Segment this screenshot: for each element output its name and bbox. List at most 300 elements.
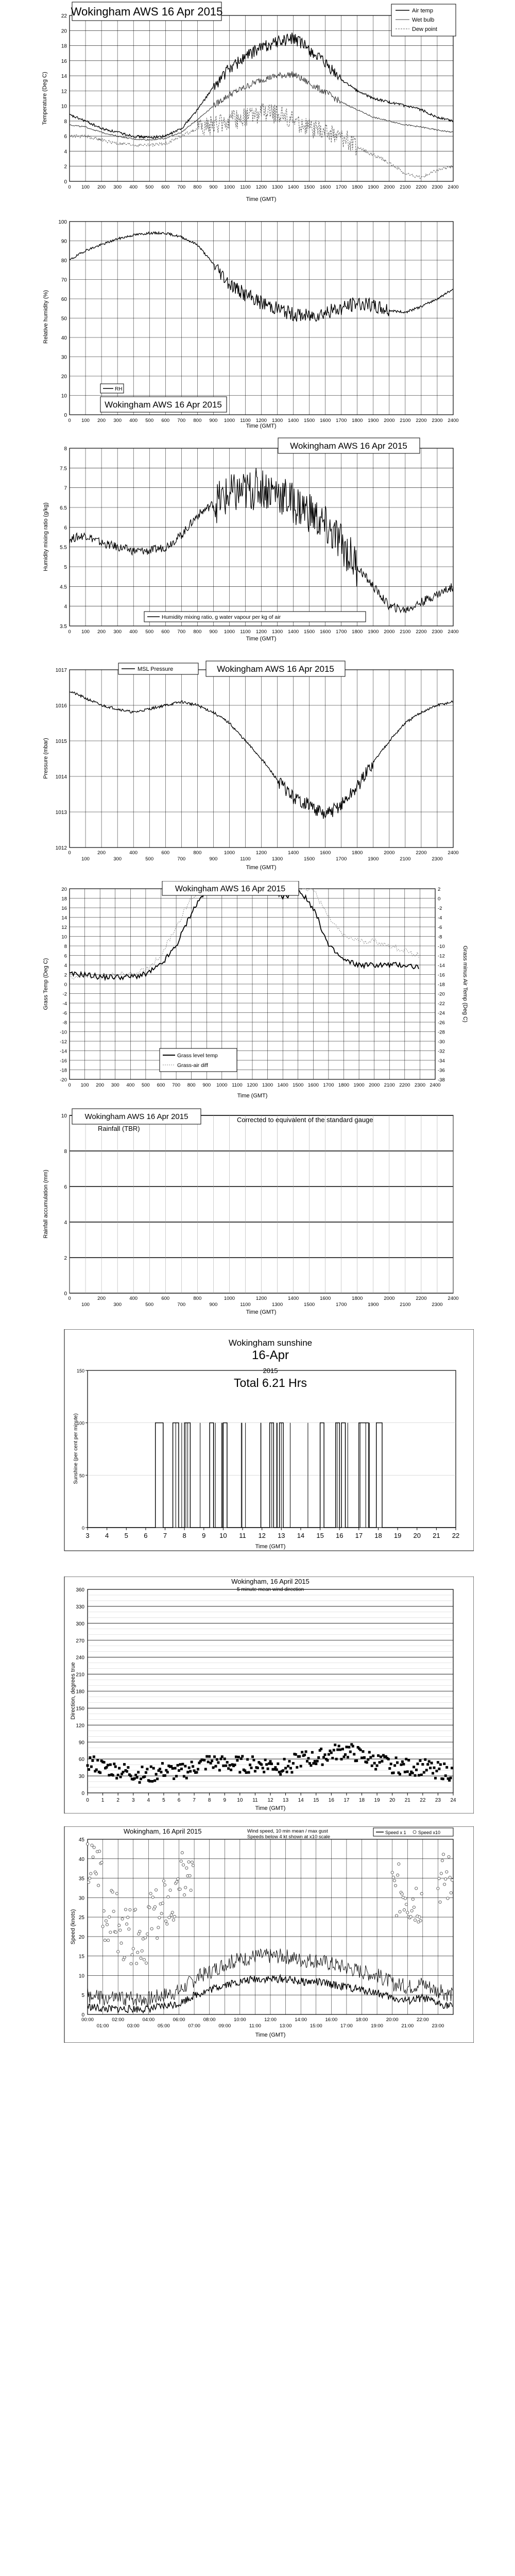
x10-point	[399, 1910, 401, 1913]
y-tick-label: 40	[61, 335, 67, 341]
direction-point	[317, 1756, 320, 1759]
chart-grass-temperature	[41, 881, 474, 1103]
x10-point	[131, 1954, 133, 1956]
y-tick-label: 14	[61, 915, 67, 921]
x-tick-label: 1300	[271, 418, 283, 423]
legend-label: Dew point	[412, 26, 437, 32]
x-tick-label: 1600	[320, 418, 331, 423]
x-axis-label: Time (GMT)	[246, 423, 277, 429]
direction-point	[89, 1756, 91, 1759]
x-tick-label: 2200	[416, 418, 427, 423]
x-tick-label: 100	[80, 1082, 89, 1088]
x-tick-label: 06:00	[173, 2017, 185, 2023]
x10-point	[179, 1888, 181, 1890]
direction-point	[251, 1755, 254, 1758]
direction-point	[207, 1760, 210, 1763]
x-tick-label: 400	[129, 418, 138, 423]
x-tick-label: 21	[404, 1798, 410, 1803]
direction-point	[279, 1773, 282, 1775]
mixing-svg	[41, 435, 474, 644]
x10-point	[181, 1852, 183, 1854]
x-tick-label: 1400	[288, 1296, 299, 1301]
y-tick-label: 14	[61, 74, 67, 80]
x-tick-label: 300	[113, 629, 122, 635]
y-tick-labels	[56, 668, 67, 851]
chart-subtitle: Wind speed, 10 min mean / max gust	[247, 1828, 328, 1834]
y-tick-label: 90	[78, 1740, 84, 1746]
y-tick-label: 30	[78, 1895, 84, 1902]
x10-point	[419, 1919, 422, 1922]
chart-title: Wokingham AWS 16 Apr 2015	[105, 400, 222, 410]
x-tick-label: 17	[344, 1798, 350, 1803]
x10-point	[116, 1892, 118, 1895]
x-tick-label: 23	[435, 1798, 441, 1803]
x-tick-label: 600	[161, 184, 170, 190]
chart-title: Wokingham sunshine	[228, 1338, 313, 1348]
x-tick-label: 1900	[368, 856, 379, 862]
direction-point	[439, 1763, 442, 1766]
direction-point	[219, 1758, 222, 1760]
x-tick-label: 2000	[384, 629, 395, 635]
direction-point	[303, 1754, 306, 1756]
x10-point	[155, 1889, 158, 1891]
x-tick-label: 1200	[255, 1296, 267, 1301]
x-tick-label: 1400	[288, 850, 299, 856]
pressure-svg	[41, 657, 474, 873]
y-tick-label: -18	[60, 1067, 67, 1074]
direction-point	[136, 1776, 139, 1778]
direction-point	[438, 1768, 440, 1770]
direction-point	[289, 1767, 292, 1770]
x10-point	[443, 1883, 446, 1886]
x-tick-label: 1800	[352, 1296, 363, 1301]
y-tick-label: 1017	[55, 668, 67, 673]
chart-title: Wokingham, 16 April 2015	[124, 1827, 202, 1835]
x-tick-label: 200	[96, 1082, 105, 1088]
x-tick-label: 16	[328, 1798, 334, 1803]
direction-point	[267, 1768, 269, 1770]
y-axis-label: Direction, degrees true	[70, 1662, 76, 1720]
direction-point	[240, 1757, 243, 1760]
chart-temperature	[41, 0, 474, 209]
x-tick-label: 2300	[432, 629, 443, 635]
x10-point	[95, 1872, 97, 1875]
x-tick-label: 17	[355, 1532, 363, 1539]
direction-point	[252, 1759, 255, 1761]
direction-point	[401, 1760, 404, 1763]
direction-point	[141, 1766, 144, 1768]
y2-tick-label: -26	[438, 1020, 445, 1026]
direction-point	[301, 1751, 303, 1753]
x10-point	[405, 1903, 408, 1906]
direction-point	[282, 1769, 284, 1772]
x-tick-label: 6	[177, 1798, 181, 1803]
direction-point	[150, 1766, 152, 1768]
direction-point	[406, 1770, 409, 1773]
direction-point	[321, 1764, 324, 1766]
x-tick-label: 11	[252, 1798, 258, 1803]
x10-point	[397, 1874, 399, 1876]
direction-point	[399, 1773, 401, 1775]
y-tick-label: 3.5	[60, 624, 67, 630]
x10-point	[410, 1909, 413, 1912]
x-tick-label: 700	[172, 1082, 181, 1088]
x10-point	[166, 1923, 168, 1925]
direction-point	[380, 1755, 382, 1758]
direction-point	[381, 1760, 383, 1762]
direction-point	[371, 1765, 373, 1767]
x10-point	[104, 1939, 106, 1942]
sunshine-svg	[41, 1329, 474, 1566]
y-tick-label: 6	[64, 1184, 67, 1190]
direction-point	[263, 1771, 265, 1773]
x-tick-label: 2400	[448, 184, 459, 190]
direction-point	[117, 1774, 119, 1776]
chart-mixing-ratio	[41, 435, 474, 644]
x-tick-label: 0	[68, 184, 71, 190]
x10-point	[167, 1895, 169, 1898]
direction-point	[283, 1758, 286, 1760]
x10-point	[92, 1856, 94, 1858]
x-tick-label: 700	[177, 856, 186, 862]
direction-point	[123, 1763, 126, 1766]
direction-point	[217, 1761, 219, 1764]
direction-point	[405, 1758, 407, 1760]
y-tick-label: 20	[61, 887, 67, 892]
direction-point	[113, 1762, 115, 1765]
x10-point	[97, 1884, 100, 1887]
legend-swatch	[413, 1831, 416, 1834]
y-tick-label: 15	[78, 1954, 84, 1960]
y-tick-label: 10	[61, 393, 67, 399]
direction-point	[307, 1757, 310, 1759]
x-tick-label: 1700	[336, 856, 347, 862]
direction-point	[288, 1760, 290, 1762]
direction-point	[390, 1762, 392, 1765]
y-tick-labels	[61, 1113, 67, 1297]
x-axis-label: Time (GMT)	[255, 1805, 286, 1811]
y-tick-label: 0	[64, 413, 67, 418]
y-tick-label: 50	[79, 1473, 84, 1479]
direction-point	[265, 1763, 268, 1766]
direction-point	[91, 1759, 94, 1762]
x-tick-label: 1500	[304, 184, 315, 190]
x-tick-label: 21	[433, 1532, 440, 1539]
direction-point	[189, 1770, 192, 1773]
chart-relative-humidity	[41, 214, 474, 430]
direction-point	[428, 1760, 431, 1762]
direction-point	[369, 1756, 372, 1758]
x-tick-label: 1300	[271, 184, 283, 190]
x-tick-label: 500	[145, 418, 154, 423]
y-tick-label: -10	[60, 1029, 67, 1036]
x-tick-label: 21:00	[401, 2023, 414, 2029]
x10-point	[118, 1924, 121, 1927]
x-tick-label: 12	[258, 1532, 266, 1539]
x10-point	[121, 1918, 124, 1920]
y-tick-label: 150	[76, 1706, 84, 1712]
rh-svg	[41, 214, 474, 430]
y-tick-label: -2	[62, 991, 67, 997]
x-tick-label: 900	[209, 629, 218, 635]
x10-point	[102, 1910, 105, 1912]
direction-point	[96, 1759, 99, 1761]
x10-point	[129, 1908, 131, 1911]
direction-point	[274, 1766, 277, 1769]
direction-point	[331, 1757, 334, 1759]
direction-point	[238, 1771, 241, 1773]
x10-point	[140, 1957, 142, 1959]
x10-point	[100, 1861, 103, 1864]
x10-point	[128, 1928, 130, 1930]
y2-tick-label: -36	[438, 1067, 445, 1074]
x-tick-label: 100	[81, 629, 90, 635]
direction-point	[448, 1779, 451, 1782]
x-tick-label: 1300	[271, 629, 283, 635]
direction-point	[355, 1759, 358, 1762]
x10-point	[149, 1892, 152, 1895]
x-tick-label: 2100	[400, 1302, 411, 1308]
direction-point	[133, 1777, 136, 1780]
x-tick-label: 2200	[416, 850, 427, 856]
direction-point	[87, 1764, 89, 1767]
legend-label: MSL Pressure	[138, 666, 174, 672]
y-tick-label: 80	[61, 258, 67, 264]
x-tick-label: 1100	[240, 418, 251, 423]
direction-point	[112, 1774, 114, 1776]
x10-point	[90, 1872, 92, 1875]
direction-point	[221, 1755, 224, 1758]
y-tick-label: 90	[61, 239, 67, 245]
y2-tick-label: -18	[438, 982, 445, 988]
x10-point	[136, 1951, 139, 1954]
x-tick-label: 800	[193, 1296, 202, 1301]
x-tick-label: 15:00	[310, 2023, 322, 2029]
y-tick-label: 30	[78, 1774, 84, 1780]
x-tick-label: 900	[209, 856, 218, 862]
x-tick-label: 1300	[271, 1302, 283, 1308]
x-tick-label: 16:00	[325, 2017, 338, 2023]
x10-point	[184, 1886, 187, 1889]
direction-point	[340, 1758, 343, 1760]
x-tick-label: 600	[161, 418, 170, 423]
direction-point	[107, 1764, 109, 1767]
x10-point	[127, 1916, 129, 1919]
x-tick-label: 1500	[304, 418, 315, 423]
x10-point	[162, 1879, 165, 1882]
x-tick-label: 1100	[240, 1302, 251, 1308]
x10-point	[393, 1879, 396, 1882]
direction-point	[108, 1774, 110, 1776]
x10-point	[438, 1877, 440, 1880]
y-tick-label: 0	[81, 2012, 84, 2018]
x-tick-label: 9	[223, 1798, 227, 1803]
direction-point	[122, 1771, 125, 1773]
y-tick-label: 5.5	[60, 545, 67, 551]
x-tick-label: 800	[187, 1082, 196, 1088]
x-tick-label: 500	[145, 1302, 154, 1308]
direction-point	[161, 1762, 164, 1765]
legend-label: Wet bulb	[412, 17, 435, 23]
direction-point	[363, 1756, 366, 1759]
y-tick-label: 20	[61, 28, 67, 35]
direction-point	[415, 1769, 418, 1771]
x-tick-label: 1000	[224, 850, 235, 856]
x-tick-label: 600	[157, 1082, 165, 1088]
x-tick-label: 1100	[240, 184, 251, 190]
direction-point	[414, 1774, 417, 1777]
x10-point	[394, 1884, 397, 1887]
direction-point	[345, 1745, 348, 1748]
direction-point	[204, 1768, 207, 1770]
x10-point	[411, 1898, 414, 1901]
direction-point	[360, 1757, 363, 1759]
x10-point	[141, 1950, 143, 1952]
x10-point	[404, 1897, 406, 1900]
x-tick-label: 20	[413, 1532, 421, 1539]
direction-point	[93, 1755, 95, 1758]
direction-point	[290, 1771, 293, 1774]
y-tick-label: 0	[81, 1791, 84, 1797]
y2-tick-label: -14	[438, 963, 445, 969]
x-tick-label: 800	[193, 850, 202, 856]
x-tick-label: 2400	[448, 1296, 459, 1301]
y-tick-label: 100	[76, 1420, 84, 1426]
direction-point	[330, 1752, 333, 1754]
direction-point	[284, 1767, 287, 1769]
y-axis-label: Relative humidity (%)	[43, 290, 49, 344]
x-tick-label: 1600	[320, 850, 331, 856]
x-tick-label: 8	[208, 1798, 211, 1803]
direction-point	[444, 1774, 447, 1777]
y-tick-label: 40	[78, 1856, 84, 1862]
x10-point	[391, 1871, 393, 1874]
direction-point	[445, 1766, 448, 1769]
direction-point	[426, 1763, 429, 1766]
x-axis-label: Time (GMT)	[246, 865, 277, 871]
x-tick-label: 700	[177, 184, 186, 190]
x10-point	[117, 1951, 119, 1953]
y-tick-label: 0	[81, 1526, 84, 1531]
x-tick-label: 1200	[255, 850, 267, 856]
direction-point	[333, 1749, 335, 1752]
x-tick-label: 0	[68, 1082, 71, 1088]
x-tick-label: 04:00	[142, 2017, 155, 2023]
legend-label: Speed x10	[418, 1830, 441, 1835]
x10-point	[119, 1929, 122, 1931]
direction-point	[146, 1768, 148, 1770]
x-tick-label: 10	[219, 1532, 227, 1539]
x-tick-label: 2300	[432, 418, 443, 423]
x-tick-label: 18	[374, 1532, 382, 1539]
chart-year: 2015	[263, 1367, 278, 1375]
direction-point	[139, 1781, 141, 1784]
x-tick-label: 300	[113, 184, 122, 190]
x-tick-label: 2200	[399, 1082, 410, 1088]
y-tick-label: 0	[64, 179, 67, 185]
direction-point	[229, 1764, 231, 1767]
x10-point	[88, 1881, 90, 1884]
y-tick-label: 7	[64, 485, 67, 492]
direction-point	[396, 1761, 399, 1764]
direction-point	[262, 1767, 264, 1769]
direction-point	[173, 1777, 175, 1780]
direction-point	[315, 1762, 317, 1765]
y-tick-label: 4	[64, 963, 67, 969]
direction-point	[249, 1764, 251, 1766]
direction-point	[316, 1760, 319, 1762]
x-tick-label: 1700	[336, 629, 347, 635]
direction-point	[418, 1774, 420, 1776]
y-tick-label: 6	[64, 525, 67, 531]
x-tick-label: 1500	[293, 1082, 304, 1088]
direction-point	[349, 1751, 352, 1753]
x10-point	[101, 1925, 104, 1928]
x10-point	[406, 1911, 409, 1914]
x10-point	[150, 1927, 153, 1930]
direction-point	[336, 1749, 339, 1751]
y-axis-label: Sunshine (per cent per minute)	[73, 1413, 79, 1484]
y-tick-label: 12	[61, 89, 67, 95]
x-tick-label: 16	[335, 1532, 344, 1539]
y-tick-label: 45	[78, 1837, 84, 1843]
x-tick-label: 900	[202, 1082, 211, 1088]
x-tick-label: 1000	[224, 629, 235, 635]
x-tick-label: 1700	[336, 418, 347, 423]
x-tick-label: 2100	[400, 184, 411, 190]
chart-title: Wokingham AWS 16 Apr 2015	[71, 5, 223, 18]
direction-point	[179, 1763, 181, 1766]
x10-point	[153, 1906, 156, 1908]
x-tick-label: 6	[144, 1532, 148, 1539]
y-tick-label: -12	[60, 1039, 67, 1045]
y-tick-label: 5	[81, 1993, 84, 1999]
x-tick-label: 500	[145, 629, 154, 635]
legend-label: Speed x 1	[385, 1830, 406, 1835]
x-tick-label: 300	[113, 856, 122, 862]
x-tick-label: 1400	[277, 1082, 288, 1088]
x-tick-label: 1900	[368, 1302, 379, 1308]
x10-point	[180, 1860, 182, 1862]
chart-title: Wokingham AWS 16 Apr 2015	[175, 885, 286, 893]
x-tick-label: 5	[124, 1532, 128, 1539]
x-tick-label: 2200	[416, 1296, 427, 1301]
y-tick-label: 5	[64, 565, 67, 570]
direction-point	[395, 1756, 398, 1759]
y2-tick-label: -24	[438, 1010, 445, 1016]
direction-point	[402, 1763, 405, 1766]
direction-point	[175, 1775, 178, 1777]
x-tick-label: 12	[267, 1798, 273, 1803]
x-tick-label: 2200	[416, 629, 427, 635]
x-tick-label: 2000	[384, 850, 395, 856]
x-tick-label: 400	[129, 184, 138, 190]
x-tick-label: 11	[239, 1532, 246, 1539]
y-tick-label: 35	[78, 1876, 84, 1882]
x-tick-label: 01:00	[96, 2023, 109, 2029]
y2-tick-label: -16	[438, 972, 445, 978]
x10-point	[161, 1902, 164, 1905]
direction-point	[129, 1774, 132, 1777]
x-tick-label: 7	[193, 1798, 196, 1803]
x-tick-label: 10:00	[233, 2017, 246, 2023]
x10-point	[440, 1872, 442, 1875]
x10-point	[403, 1909, 405, 1911]
x10-point	[146, 1933, 149, 1935]
x-tick-label: 23:00	[432, 2023, 444, 2029]
x10-point	[112, 1910, 115, 1912]
x-tick-label: 1500	[304, 856, 315, 862]
